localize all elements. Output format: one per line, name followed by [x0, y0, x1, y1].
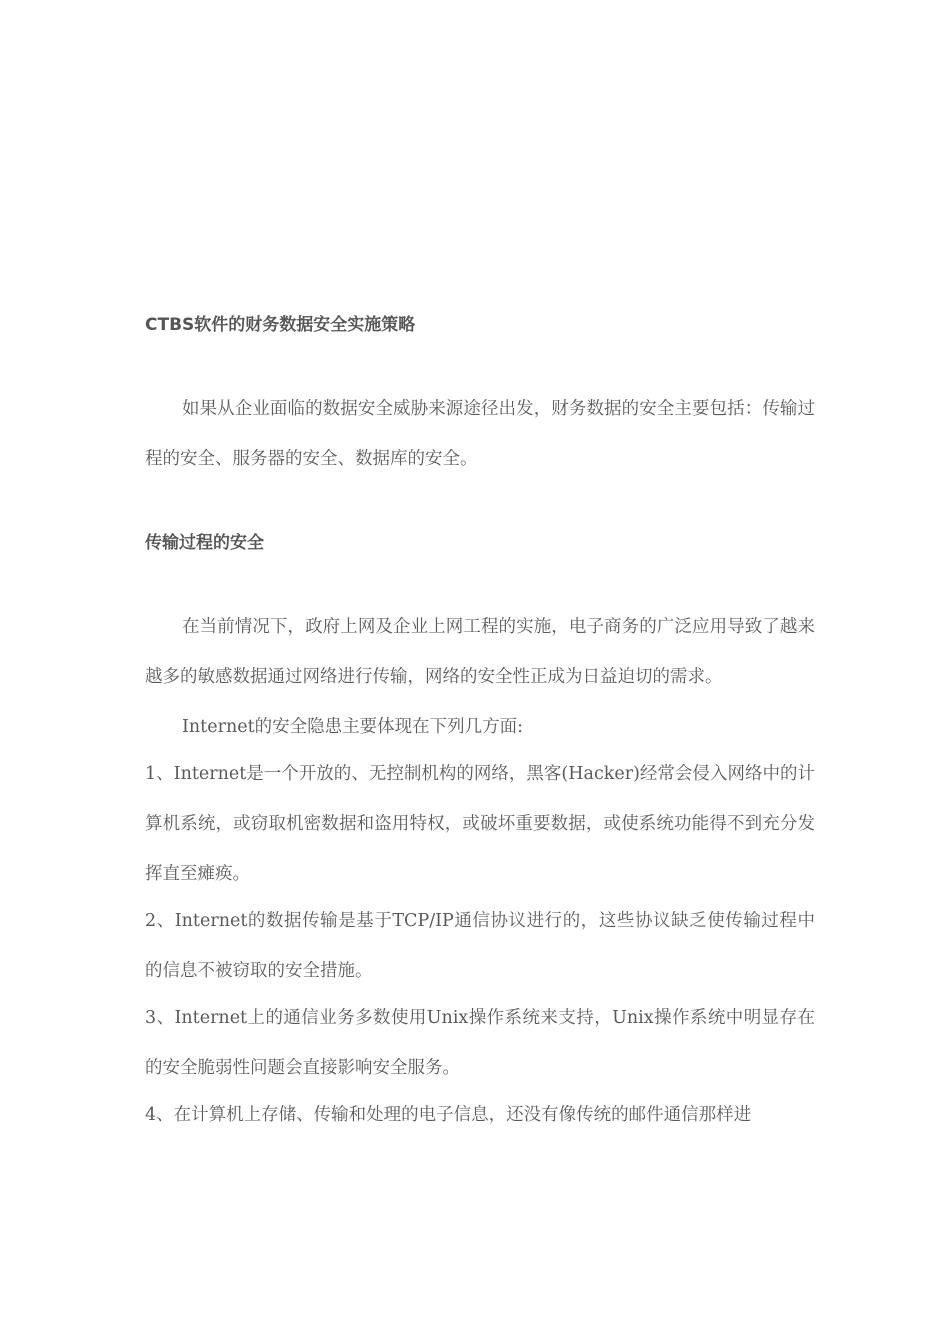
spacer	[145, 484, 815, 518]
list-item-1: 1、Internet是一个开放的、无控制机构的网络，黑客(Hacker)经常会侵入网络中的计算机系统，或窃取机密数据和盗用特权，或破坏重要数据，或使系统功能得不到充分发挥直至瘫痪。	[145, 764, 815, 884]
intro-paragraph: 如果从企业面临的数据安全威胁来源途径出发，财务数据的安全主要包括：传输过程的安全、服务器的安全、数据库的安全。	[145, 399, 815, 469]
list-item-4: 4、在计算机上存储、传输和处理的电子信息，还没有像传统的邮件通信那样进	[145, 1105, 752, 1125]
list-item-3: 3、Internet上的通信业务多数使用Unix操作系统来支持，Unix操作系统中明显存在的安全脆弱性问题会直接影响安全服务。	[145, 1008, 815, 1078]
spacer	[145, 568, 815, 602]
document-title: CTBS软件的财务数据安全实施策略	[145, 315, 416, 335]
document-body	[145, 300, 815, 1137]
list-item-2: 2、Internet的数据传输是基于TCP/IP通信协议进行的，这些协议缺乏使传输过程中的信息不被窃取的安全措施。	[145, 911, 815, 981]
spacer	[145, 350, 815, 384]
section-paragraph: 在当前情况下，政府上网及企业上网工程的实施，电子商务的广泛应用导致了越来越多的敏感数据通过网络进行传输，网络的安全性正成为日益迫切的需求。	[145, 617, 815, 687]
section-heading: 传输过程的安全	[145, 533, 264, 553]
internet-intro-line: Internet的安全隐患主要体现在下列几方面:	[182, 717, 523, 737]
